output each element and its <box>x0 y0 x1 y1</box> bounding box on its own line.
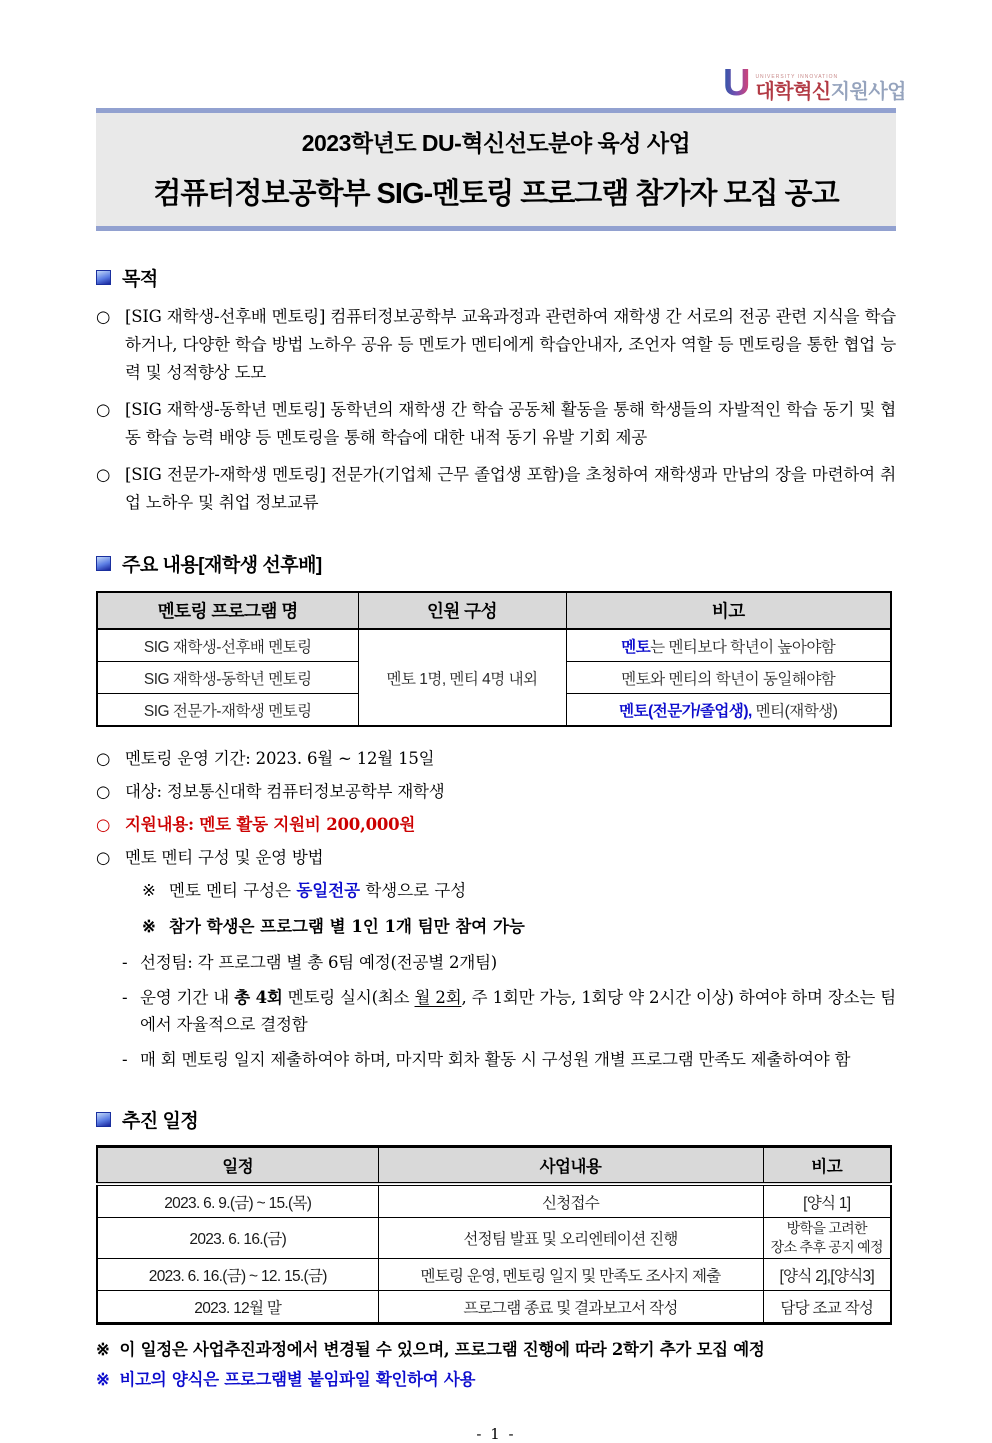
program-name-cell: SIG 재학생-동학년 멘토링 <box>97 662 358 694</box>
text-run: , 주 1회만 가능, 1회당 약 2시간 이상) 하여야 하며 장소는 팀에서 자율적으로 결정함 <box>140 988 896 1034</box>
remark-line-1: 방학을 고려한 <box>786 1220 867 1236</box>
text-run: 멘토 멘티 구성은 <box>169 881 297 900</box>
remark-line-2: 장소 추후 공지 예정 <box>770 1239 883 1255</box>
note-rest-part: 멘토와 멘티의 학년이 동일해야함 <box>621 670 836 688</box>
reference-mark: ※ <box>142 881 156 900</box>
title-box <box>96 108 896 231</box>
dash-item-sessions-text <box>140 984 896 1038</box>
section-schedule <box>96 1106 896 1133</box>
remark-cell: [양식 2],[양식3] <box>763 1259 891 1291</box>
date-cell: 2023. 12월 말 <box>97 1291 378 1324</box>
detail-method <box>96 844 896 872</box>
dash-item-sessions <box>122 984 896 1038</box>
logo-brand-light: 지원사업 <box>830 81 906 103</box>
activity-cell: 멘토링 운영, 멘토링 일지 및 만족도 조사지 제출 <box>378 1259 763 1291</box>
total-4-times-highlight: 총 4회 <box>234 988 283 1007</box>
section-schedule-label: 추진 일정 <box>122 1111 199 1132</box>
date-cell: 2023. 6. 9.(금) ~ 15.(목) <box>97 1184 378 1218</box>
logo-tagline: UNIVERSITY INNOVATION <box>755 74 839 80</box>
page-number: - 1 - <box>476 1425 516 1443</box>
activity-cell: 프로그램 종료 및 결과보고서 작성 <box>378 1291 763 1324</box>
circle-bullet: ○ <box>96 848 111 867</box>
dash-bullet: - <box>122 988 128 1007</box>
note-rest-part: 는 멘티보다 학년이 높아야함 <box>650 638 836 656</box>
ref-note-composition <box>142 877 896 905</box>
footnote-forms-text: 비고의 양식은 프로그램별 붙임파일 확인하여 사용 <box>119 1370 476 1389</box>
col-header-note: 비고 <box>566 592 891 629</box>
text-run: 운영 기간 내 <box>140 988 235 1007</box>
schedule-header-row <box>97 1147 891 1185</box>
reference-mark: ※ <box>96 1340 110 1359</box>
blue-square-icon <box>96 556 111 571</box>
detail-period <box>96 745 896 773</box>
note-blue-part: 멘토(전문가/졸업생), <box>619 702 752 720</box>
ref-note-one-team <box>142 913 896 941</box>
program-name-cell: SIG 재학생-선후배 멘토링 <box>97 629 358 662</box>
remark-cell <box>763 1218 891 1259</box>
university-innovation-logo <box>723 62 906 104</box>
activity-cell: 선정팀 발표 및 오리엔테이션 진행 <box>378 1218 763 1259</box>
text-run: 멘토링 실시(최소 <box>282 988 415 1007</box>
text-run: 학생으로 구성 <box>360 881 467 900</box>
footnote-schedule-change-text: 이 일정은 사업추진과정에서 변경될 수 있으며, 프로그램 진행에 따라 2학기 추가 모집 예정 <box>119 1340 765 1359</box>
purpose-item-3 <box>96 461 896 517</box>
purpose-item-3-text: [SIG 전문가-재학생 멘토링] 전문가(기업체 근무 졸업생 포함)을 초청하여 재학생과 만남의 장을 마련하여 취업 노하우 및 취업 정보교류 <box>125 465 896 512</box>
u-gradient-icon <box>723 62 753 104</box>
composition-merged-cell: 멘토 1명, 멘티 4명 내외 <box>358 629 566 726</box>
section-purpose <box>96 264 896 291</box>
section-purpose-label: 목적 <box>122 269 158 290</box>
remark-cell: 담당 조교 작성 <box>763 1291 891 1324</box>
detail-support <box>96 811 896 839</box>
purpose-item-1-text: [SIG 재학생-선후배 멘토링] 컴퓨터정보공학부 교육과정과 관련하여 재학생 간 서로의 전공 관련 지식을 학습하거나, 다양한 학습 방법 노하우 공유 등 멘토가 멘티에게 학습안내자, 조언자 역할 등 멘토링을 통한 협업 능력 및 성적향상 도모 <box>125 307 896 382</box>
reference-mark: ※ <box>96 1370 110 1389</box>
table-row <box>97 629 891 662</box>
col-header-remark: 비고 <box>763 1147 891 1185</box>
section-main-content <box>96 550 896 577</box>
dash-item-selection <box>122 949 896 976</box>
logo-text <box>755 75 906 104</box>
circle-bullet: ○ <box>96 749 111 768</box>
schedule-table <box>96 1145 892 1325</box>
col-header-activity: 사업내용 <box>378 1147 763 1185</box>
note-cell <box>566 694 891 727</box>
purpose-item-2 <box>96 396 896 452</box>
detail-method-text: 멘토 멘티 구성 및 운영 방법 <box>125 848 324 867</box>
dash-item-selection-text: 선정팀: 각 프로그램 별 총 6팀 예정(전공별 2개팀) <box>140 953 498 972</box>
detail-period-text: 멘토링 운영 기간: 2023. 6월 ~ 12월 15일 <box>125 749 435 768</box>
purpose-item-2-text: [SIG 재학생-동학년 멘토링] 동학년의 재학생 간 학습 공동체 활동을 통해 학생들의 자발적인 학습 동기 및 협동 학습 능력 배양 등 멘토링을 통해 학습에 대한 내적 동기 유발 기회 제공 <box>125 400 896 447</box>
purpose-item-1 <box>96 303 896 387</box>
dash-item-journal <box>122 1046 896 1073</box>
same-major-highlight: 동일전공 <box>296 881 361 900</box>
circle-bullet: ○ <box>96 465 111 484</box>
blue-square-icon <box>96 1112 111 1127</box>
col-header-program-name: 멘토링 프로그램 명 <box>97 592 358 629</box>
detail-target-text: 대상: 정보통신대학 컴퓨터정보공학부 재학생 <box>125 782 445 801</box>
note-rest-part: 멘티(재학생) <box>751 702 838 720</box>
schedule-row <box>97 1218 891 1259</box>
detail-support-text: 지원내용: 멘토 활동 지원비 200,000원 <box>125 815 416 834</box>
ref-note-one-team-text: 참가 학생은 프로그램 별 1인 1개 팀만 참여 가능 <box>169 917 525 936</box>
schedule-row <box>97 1184 891 1218</box>
blue-square-icon <box>96 270 111 285</box>
schedule-row <box>97 1291 891 1324</box>
circle-bullet: ○ <box>96 400 111 419</box>
footnote-forms <box>96 1365 896 1395</box>
col-header-date: 일정 <box>97 1147 378 1185</box>
document-page <box>96 0 906 1443</box>
notice-title: 컴퓨터정보공학부 SIG-멘토링 프로그램 참가자 모집 공고 <box>153 178 839 210</box>
dash-item-journal-text: 매 회 멘토링 일지 제출하여야 하며, 마지막 회차 활동 시 구성원 개별 프로그램 만족도 제출하여야 함 <box>140 1050 851 1069</box>
activity-cell: 신청접수 <box>378 1184 763 1218</box>
note-cell <box>566 662 891 694</box>
circle-bullet: ○ <box>96 307 111 326</box>
monthly-2-times-underline: 월 2회 <box>414 988 462 1007</box>
detail-target <box>96 778 896 806</box>
reference-mark: ※ <box>142 917 156 936</box>
program-name-cell: SIG 전문가-재학생 멘토링 <box>97 694 358 727</box>
date-cell: 2023. 6. 16.(금) ~ 12. 15.(금) <box>97 1259 378 1291</box>
ref-note-composition-text <box>169 877 466 905</box>
date-cell: 2023. 6. 16.(금) <box>97 1218 378 1259</box>
circle-bullet: ○ <box>96 782 111 801</box>
note-blue-part: 멘토 <box>621 638 651 656</box>
logo-row <box>96 0 906 104</box>
svg-text:U: U <box>723 62 751 100</box>
mentoring-program-table <box>96 591 892 727</box>
program-title: 2023학년도 DU-혁신선도분야 육성 사업 <box>301 130 691 156</box>
footnote-schedule-change <box>96 1335 896 1365</box>
dash-bullet: - <box>122 1050 128 1069</box>
section-main-label: 주요 내용[재학생 선후배] <box>122 555 322 576</box>
note-cell <box>566 629 891 662</box>
table-header-row <box>97 592 891 629</box>
logo-brand-bold: 대학혁신 <box>755 81 831 103</box>
schedule-row <box>97 1259 891 1291</box>
dash-bullet: - <box>122 953 128 972</box>
col-header-composition: 인원 구성 <box>358 592 566 629</box>
remark-cell: [양식 1] <box>763 1184 891 1218</box>
circle-bullet: ○ <box>96 815 111 834</box>
